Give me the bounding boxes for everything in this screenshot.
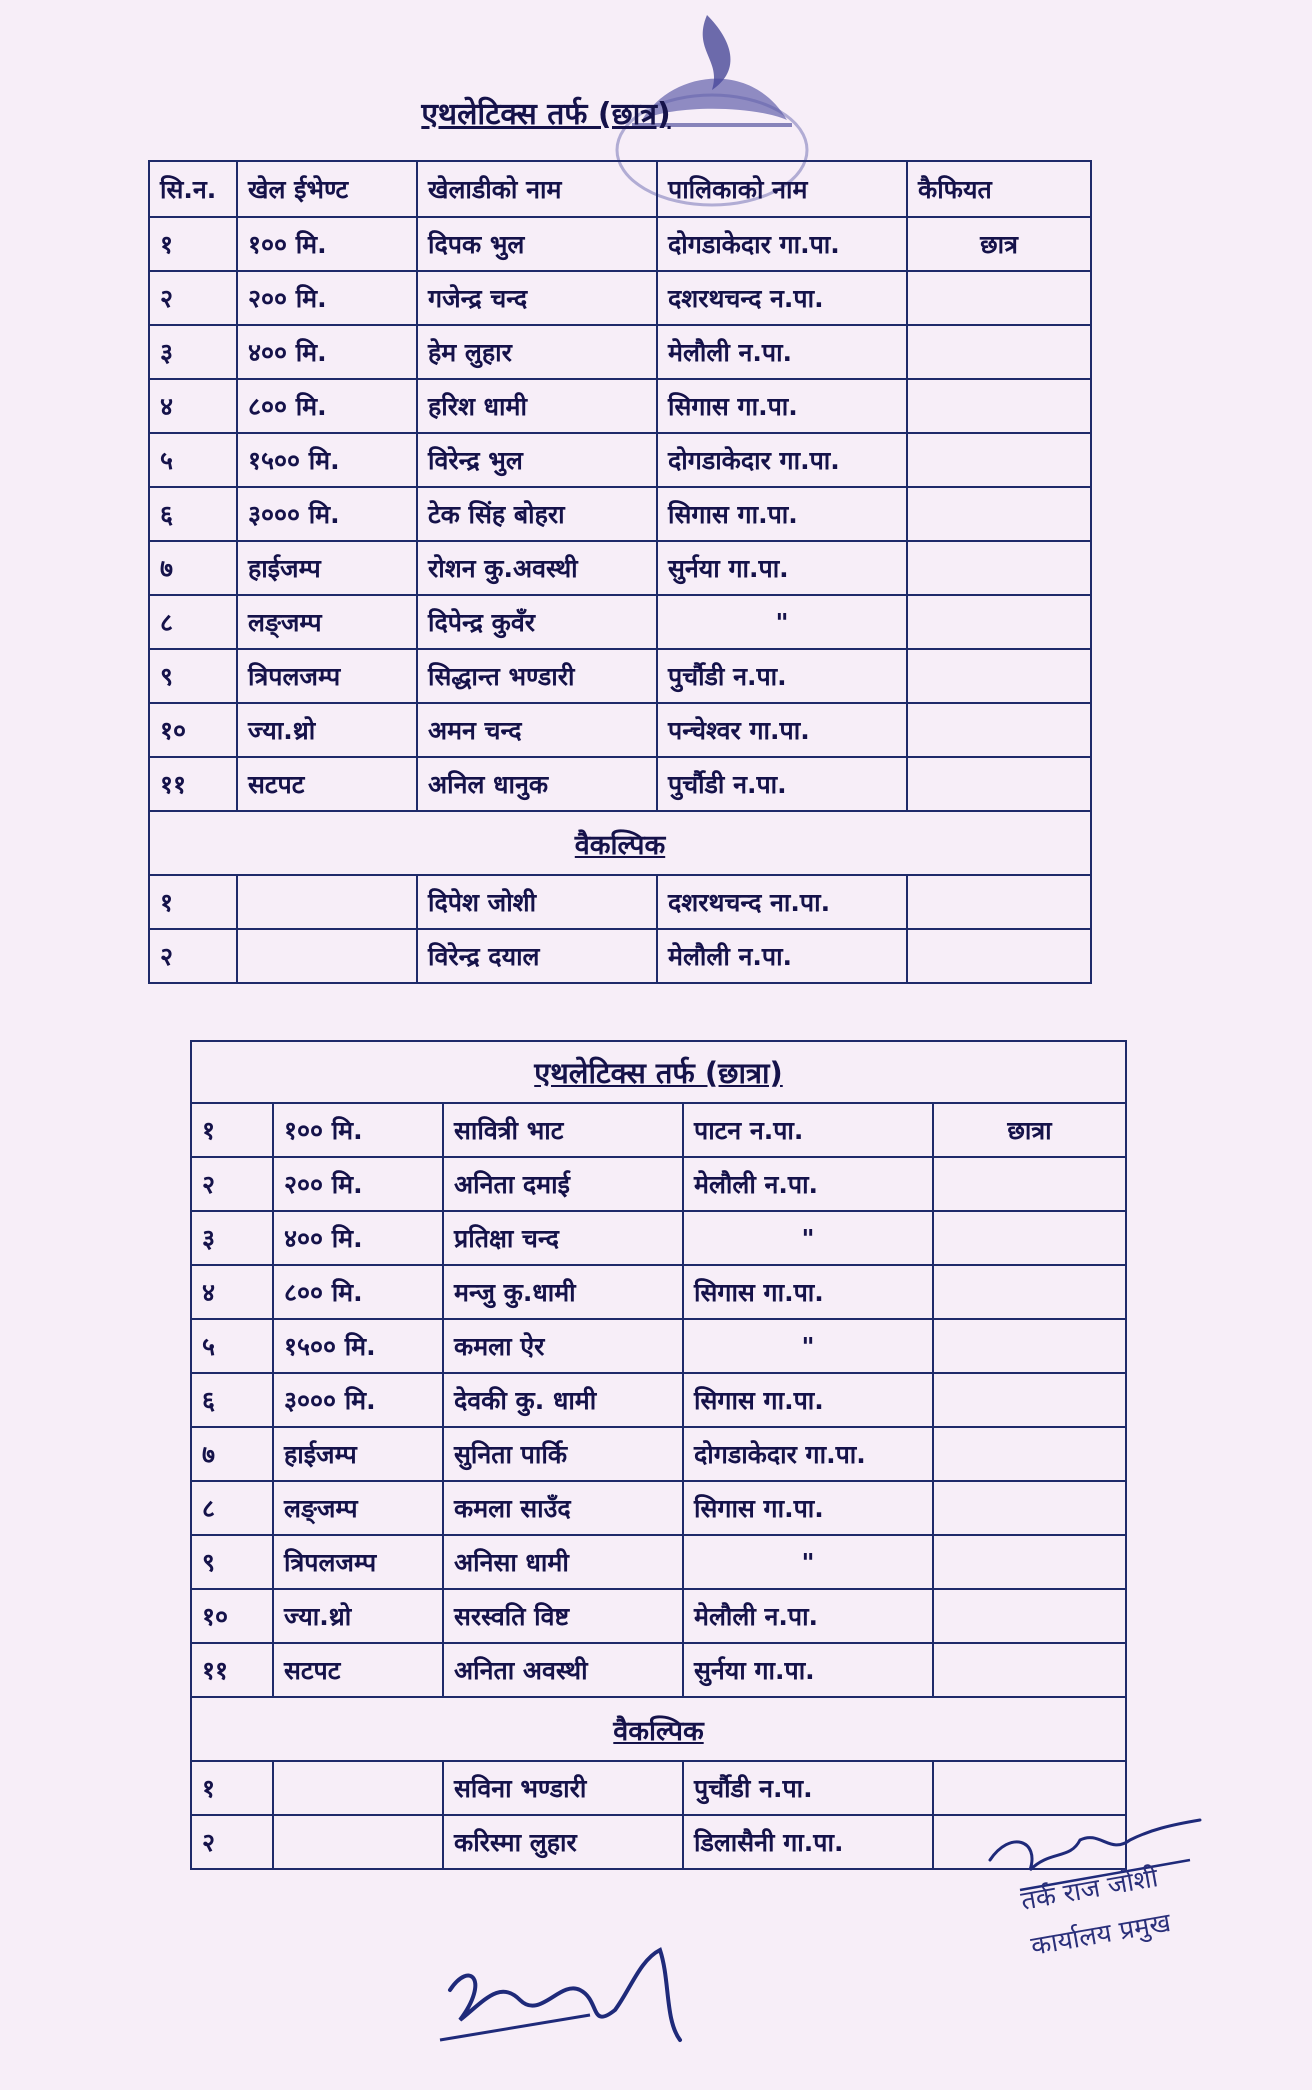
remarks-cell xyxy=(933,1373,1126,1427)
event-cell: त्रिपलजम्प xyxy=(237,649,417,703)
table-row xyxy=(191,1481,1126,1535)
event-cell: २०० मि. xyxy=(273,1157,443,1211)
athletics-boys-table xyxy=(148,160,1092,984)
player-cell: अनिता दमाई xyxy=(443,1157,683,1211)
header-cell: खेल ईभेण्ट xyxy=(237,161,417,217)
event-cell: त्रिपलजम्प xyxy=(273,1535,443,1589)
remarks-cell xyxy=(907,433,1091,487)
event-cell: १५०० मि. xyxy=(273,1319,443,1373)
municipality-cell: " xyxy=(683,1319,933,1373)
header-cell: कैफियत xyxy=(907,161,1091,217)
event-cell xyxy=(237,875,417,929)
serial-cell: १ xyxy=(191,1761,273,1815)
player-cell: विरेन्द्र भुल xyxy=(417,433,657,487)
municipality-cell: " xyxy=(683,1535,933,1589)
table-header-row xyxy=(149,161,1091,217)
remarks-cell xyxy=(933,1643,1126,1697)
municipality-cell: दोगडाकेदार गा.पा. xyxy=(657,433,907,487)
municipality-cell: " xyxy=(683,1211,933,1265)
event-cell: हाईजम्प xyxy=(237,541,417,595)
table-row xyxy=(191,1589,1126,1643)
player-cell: प्रतिक्षा चन्द xyxy=(443,1211,683,1265)
section2-title-row xyxy=(191,1041,1126,1103)
player-cell: सावित्री भाट xyxy=(443,1103,683,1157)
table-row xyxy=(191,1265,1126,1319)
municipality-cell: पुर्चौडी न.पा. xyxy=(657,757,907,811)
event-cell: ज्या.थ्रो xyxy=(237,703,417,757)
remarks-cell xyxy=(907,649,1091,703)
serial-cell: २ xyxy=(191,1157,273,1211)
event-cell: ८०० मि. xyxy=(273,1265,443,1319)
player-cell: अमन चन्द xyxy=(417,703,657,757)
municipality-cell: मेलौली न.पा. xyxy=(683,1157,933,1211)
table-row xyxy=(149,541,1091,595)
municipality-cell: पाटन न.पा. xyxy=(683,1103,933,1157)
table-row xyxy=(149,757,1091,811)
table-row xyxy=(191,1643,1126,1697)
athletics-girls-table xyxy=(190,1040,1127,1870)
player-cell: मन्जु कु.धामी xyxy=(443,1265,683,1319)
table-row xyxy=(149,379,1091,433)
table-row xyxy=(149,433,1091,487)
remarks-cell xyxy=(907,875,1091,929)
table-row xyxy=(149,595,1091,649)
player-cell: कमला ऐर xyxy=(443,1319,683,1373)
remarks-cell xyxy=(907,929,1091,983)
table-row xyxy=(191,1103,1126,1157)
table-row xyxy=(191,1427,1126,1481)
event-cell xyxy=(237,929,417,983)
serial-cell: २ xyxy=(149,271,237,325)
municipality-cell: सिगास गा.पा. xyxy=(657,487,907,541)
player-cell: करिस्मा लुहार xyxy=(443,1815,683,1869)
signature-left xyxy=(430,1920,710,2090)
remarks-cell xyxy=(933,1535,1126,1589)
event-cell: लङ्जम्प xyxy=(237,595,417,649)
municipality-cell: मेलौली न.पा. xyxy=(683,1589,933,1643)
table-row xyxy=(191,1319,1126,1373)
player-cell: सरस्वति विष्ट xyxy=(443,1589,683,1643)
municipality-cell: दोगडाकेदार गा.पा. xyxy=(683,1427,933,1481)
serial-cell: ४ xyxy=(191,1265,273,1319)
remarks-cell xyxy=(907,325,1091,379)
player-cell: सिद्धान्त भण्डारी xyxy=(417,649,657,703)
player-cell: दिपेश जोशी xyxy=(417,875,657,929)
alternate-heading-row xyxy=(191,1697,1126,1761)
remarks-cell xyxy=(907,595,1091,649)
event-cell: हाईजम्प xyxy=(273,1427,443,1481)
serial-cell: ११ xyxy=(149,757,237,811)
municipality-cell: दशरथचन्द न.पा. xyxy=(657,271,907,325)
player-cell: अनिल धानुक xyxy=(417,757,657,811)
municipality-cell: " xyxy=(657,595,907,649)
header-cell: पालिकाको नाम xyxy=(657,161,907,217)
player-cell: सुनिता पार्कि xyxy=(443,1427,683,1481)
player-cell: सविना भण्डारी xyxy=(443,1761,683,1815)
serial-cell: ८ xyxy=(191,1481,273,1535)
municipality-cell: दशरथचन्द ना.पा. xyxy=(657,875,907,929)
serial-cell: ४ xyxy=(149,379,237,433)
player-cell: अनिसा धामी xyxy=(443,1535,683,1589)
municipality-cell: पुर्चौडी न.पा. xyxy=(683,1761,933,1815)
table-row xyxy=(149,703,1091,757)
event-cell: ८०० मि. xyxy=(237,379,417,433)
serial-cell: १० xyxy=(191,1589,273,1643)
event-cell: ज्या.थ्रो xyxy=(273,1589,443,1643)
player-cell: विरेन्द्र दयाल xyxy=(417,929,657,983)
event-cell: सटपट xyxy=(237,757,417,811)
serial-cell: ५ xyxy=(149,433,237,487)
serial-cell: १० xyxy=(149,703,237,757)
municipality-cell: पन्चेश्वर गा.पा. xyxy=(657,703,907,757)
serial-cell: ६ xyxy=(149,487,237,541)
municipality-cell: सिगास गा.पा. xyxy=(683,1373,933,1427)
municipality-cell: मेलौली न.पा. xyxy=(657,929,907,983)
municipality-cell: पुर्चौडी न.पा. xyxy=(657,649,907,703)
table-row xyxy=(149,487,1091,541)
event-cell: ४०० मि. xyxy=(273,1211,443,1265)
remarks-cell xyxy=(907,757,1091,811)
signatory-title: कार्यालय प्रमुख xyxy=(1028,1907,1173,1962)
event-cell: ३००० मि. xyxy=(237,487,417,541)
serial-cell: ९ xyxy=(191,1535,273,1589)
event-cell: ३००० मि. xyxy=(273,1373,443,1427)
player-cell: गजेन्द्र चन्द xyxy=(417,271,657,325)
event-cell: २०० मि. xyxy=(237,271,417,325)
player-cell: रोशन कु.अवस्थी xyxy=(417,541,657,595)
remarks-cell xyxy=(933,1157,1126,1211)
remarks-cell xyxy=(907,379,1091,433)
table-row xyxy=(149,649,1091,703)
remarks-cell: छात्रा xyxy=(933,1103,1126,1157)
remarks-cell xyxy=(933,1265,1126,1319)
player-cell: कमला साउँद xyxy=(443,1481,683,1535)
serial-cell: ६ xyxy=(191,1373,273,1427)
municipality-cell: सिगास गा.पा. xyxy=(683,1265,933,1319)
table-row xyxy=(191,1535,1126,1589)
player-cell: देवकी कु. धामी xyxy=(443,1373,683,1427)
remarks-cell xyxy=(933,1589,1126,1643)
municipality-cell: सुर्नया गा.पा. xyxy=(657,541,907,595)
remarks-cell xyxy=(907,271,1091,325)
remarks-cell: छात्र xyxy=(907,217,1091,271)
serial-cell: २ xyxy=(149,929,237,983)
player-cell: हरिश धामी xyxy=(417,379,657,433)
serial-cell: २ xyxy=(191,1815,273,1869)
event-cell xyxy=(273,1815,443,1869)
municipality-cell: सिगास गा.पा. xyxy=(683,1481,933,1535)
serial-cell: ३ xyxy=(191,1211,273,1265)
table-row xyxy=(149,217,1091,271)
event-cell: १०० मि. xyxy=(273,1103,443,1157)
event-cell: १५०० मि. xyxy=(237,433,417,487)
remarks-cell xyxy=(933,1481,1126,1535)
serial-cell: ३ xyxy=(149,325,237,379)
table-row xyxy=(149,271,1091,325)
municipality-cell: डिलासैनी गा.पा. xyxy=(683,1815,933,1869)
municipality-cell: दोगडाकेदार गा.पा. xyxy=(657,217,907,271)
remarks-cell xyxy=(907,703,1091,757)
player-cell: हेम लुहार xyxy=(417,325,657,379)
remarks-cell xyxy=(907,541,1091,595)
remarks-cell xyxy=(933,1427,1126,1481)
municipality-cell: मेलौली न.पा. xyxy=(657,325,907,379)
municipality-cell: सुर्नया गा.पा. xyxy=(683,1643,933,1697)
alternate-heading: वैकल्पिक xyxy=(191,1697,1126,1761)
serial-cell: ८ xyxy=(149,595,237,649)
section1-title: एथलेटिक्स तर्फ (छात्र) xyxy=(421,97,671,132)
serial-cell: ७ xyxy=(191,1427,273,1481)
alternate-heading: वैकल्पिक xyxy=(149,811,1091,875)
section2-title: एथलेटिक्स तर्फ (छात्रा) xyxy=(191,1041,1126,1103)
table-row xyxy=(191,1373,1126,1427)
signature-right-block xyxy=(980,1800,1220,1980)
player-cell: दिपेन्द्र कुवँर xyxy=(417,595,657,649)
remarks-cell xyxy=(933,1319,1126,1373)
event-cell: ४०० मि. xyxy=(237,325,417,379)
alternate-heading-row xyxy=(149,811,1091,875)
player-cell: टेक सिंह बोहरा xyxy=(417,487,657,541)
table-row xyxy=(149,875,1091,929)
serial-cell: ९ xyxy=(149,649,237,703)
event-cell xyxy=(273,1761,443,1815)
serial-cell: १ xyxy=(191,1103,273,1157)
serial-cell: ५ xyxy=(191,1319,273,1373)
table-row xyxy=(191,1211,1126,1265)
table-row xyxy=(149,325,1091,379)
player-cell: दिपक भुल xyxy=(417,217,657,271)
remarks-cell xyxy=(933,1211,1126,1265)
municipality-cell: सिगास गा.पा. xyxy=(657,379,907,433)
player-cell: अनिता अवस्थी xyxy=(443,1643,683,1697)
serial-cell: १ xyxy=(149,875,237,929)
event-cell: लङ्जम्प xyxy=(273,1481,443,1535)
serial-cell: ११ xyxy=(191,1643,273,1697)
header-cell: सि.न. xyxy=(149,161,237,217)
serial-cell: १ xyxy=(149,217,237,271)
serial-cell: ७ xyxy=(149,541,237,595)
header-cell: खेलाडीको नाम xyxy=(417,161,657,217)
table-row xyxy=(191,1157,1126,1211)
event-cell: सटपट xyxy=(273,1643,443,1697)
event-cell: १०० मि. xyxy=(237,217,417,271)
table-row xyxy=(149,929,1091,983)
remarks-cell xyxy=(907,487,1091,541)
signatory-name: तर्क राज जोशी xyxy=(1018,1863,1161,1917)
